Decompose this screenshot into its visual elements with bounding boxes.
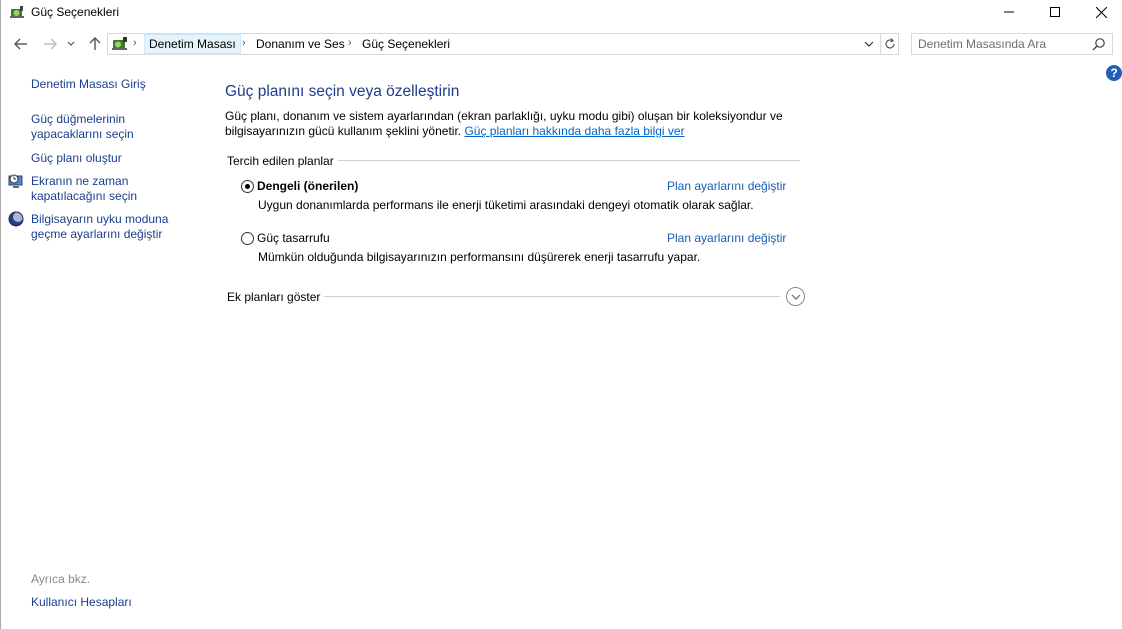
help-button[interactable]: ? xyxy=(1106,65,1122,81)
sidebar-link-display-off[interactable] xyxy=(31,174,137,204)
breadcrumb-hardware-sound[interactable]: Donanım ve Ses xyxy=(256,37,345,51)
minimize-icon xyxy=(1004,7,1014,17)
breadcrumb-chevron-icon: › xyxy=(133,37,137,49)
plan-description-balanced: Uygun donanımlarda performans ile enerji tüketimi arasındaki dengeyi otomatik olarak sağlar. xyxy=(258,198,754,212)
plan-radio-power-saver[interactable] xyxy=(241,232,254,245)
maximize-icon xyxy=(1050,7,1060,17)
navigation-bar xyxy=(1,30,1122,58)
window-title: Güç Seçenekleri xyxy=(31,5,120,19)
search-input[interactable] xyxy=(918,36,1088,52)
address-bar[interactable] xyxy=(107,33,899,55)
divider xyxy=(324,296,780,297)
recent-locations-button[interactable] xyxy=(64,34,78,54)
description-line: Güç planı, donanım ve sistem ayarlarından (ekran parlaklığı, uyku modu gibi) oluşan bir koleksiyondur ve xyxy=(225,109,783,123)
minimize-button[interactable] xyxy=(986,0,1032,24)
chevron-down-icon xyxy=(791,294,801,300)
show-additional-plans-label[interactable]: Ek planları göster xyxy=(227,290,321,304)
title-bar xyxy=(1,0,1122,24)
description-text: bilgisayarınızın gücü kullanım şeklini yönetir. xyxy=(225,124,462,138)
back-arrow-icon xyxy=(14,37,28,51)
page-description xyxy=(225,109,805,139)
address-dropdown-button[interactable] xyxy=(860,34,878,54)
breadcrumb-chevron-icon[interactable]: › xyxy=(242,37,246,49)
sidebar-link-label: Ekranın ne zaman xyxy=(31,174,129,188)
close-icon xyxy=(1096,7,1107,18)
forward-arrow-icon xyxy=(43,37,57,51)
description-line2 xyxy=(225,124,805,139)
sidebar-link-label: Bilgisayarın uyku moduna xyxy=(31,212,169,226)
search-icon[interactable] xyxy=(1092,37,1106,51)
learn-more-link[interactable]: Güç planları hakkında daha fazla bilgi ver xyxy=(464,124,685,138)
close-button[interactable] xyxy=(1078,0,1122,24)
breadcrumb-power-options[interactable]: Güç Seçenekleri xyxy=(362,37,451,51)
sidebar-link-label: Güç planı oluştur xyxy=(31,151,122,165)
sidebar-link-sleep-settings[interactable] xyxy=(31,212,168,242)
sidebar-link-label: yapacaklarını seçin xyxy=(31,127,134,141)
chevron-down-icon xyxy=(864,41,874,47)
refresh-button[interactable] xyxy=(880,34,899,54)
page-title: Güç planını seçin veya özelleştirin xyxy=(225,83,460,100)
maximize-button[interactable] xyxy=(1032,0,1078,24)
plan-name-balanced[interactable]: Dengeli (önerilen) xyxy=(257,179,359,193)
display-clock-icon xyxy=(8,173,24,189)
expand-additional-plans-button[interactable] xyxy=(786,287,805,306)
sidebar-link-label: geçme ayarlarını değiştir xyxy=(31,227,163,241)
up-arrow-icon xyxy=(88,37,102,51)
control-panel-icon xyxy=(111,36,129,52)
breadcrumb-chevron-icon[interactable]: › xyxy=(348,37,352,49)
preferred-plans-heading: Tercih edilen planlar xyxy=(227,154,338,168)
sidebar-link-control-panel-home[interactable]: Denetim Masası Giriş xyxy=(31,77,146,91)
sidebar-link-create-power-plan[interactable] xyxy=(31,151,122,166)
plan-name-power-saver[interactable]: Güç tasarrufu xyxy=(257,231,330,245)
change-plan-settings-link-power-saver[interactable]: Plan ayarlarını değiştir xyxy=(667,231,787,245)
breadcrumb-control-panel[interactable]: Denetim Masası xyxy=(144,34,241,54)
search-box[interactable] xyxy=(911,33,1113,55)
plan-radio-balanced[interactable] xyxy=(241,180,254,193)
back-button[interactable] xyxy=(11,34,31,54)
up-button[interactable] xyxy=(85,34,105,54)
sidebar-link-user-accounts[interactable]: Kullanıcı Hesapları xyxy=(31,595,132,609)
power-options-icon xyxy=(9,4,25,20)
sleep-moon-icon xyxy=(8,211,24,227)
forward-button[interactable] xyxy=(40,34,60,54)
sidebar-link-power-buttons[interactable] xyxy=(31,112,134,142)
plan-description-power-saver: Mümkün olduğunda bilgisayarınızın performansını düşürerek enerji tasarrufu yapar. xyxy=(258,250,701,264)
refresh-icon xyxy=(884,38,896,50)
sidebar-link-label: kapatılacağını seçin xyxy=(31,189,138,203)
see-also-heading: Ayrıca bkz. xyxy=(31,572,91,586)
chevron-down-icon xyxy=(67,41,75,47)
change-plan-settings-link-balanced[interactable]: Plan ayarlarını değiştir xyxy=(667,179,787,193)
sidebar-link-label: Güç düğmelerinin xyxy=(31,112,126,126)
